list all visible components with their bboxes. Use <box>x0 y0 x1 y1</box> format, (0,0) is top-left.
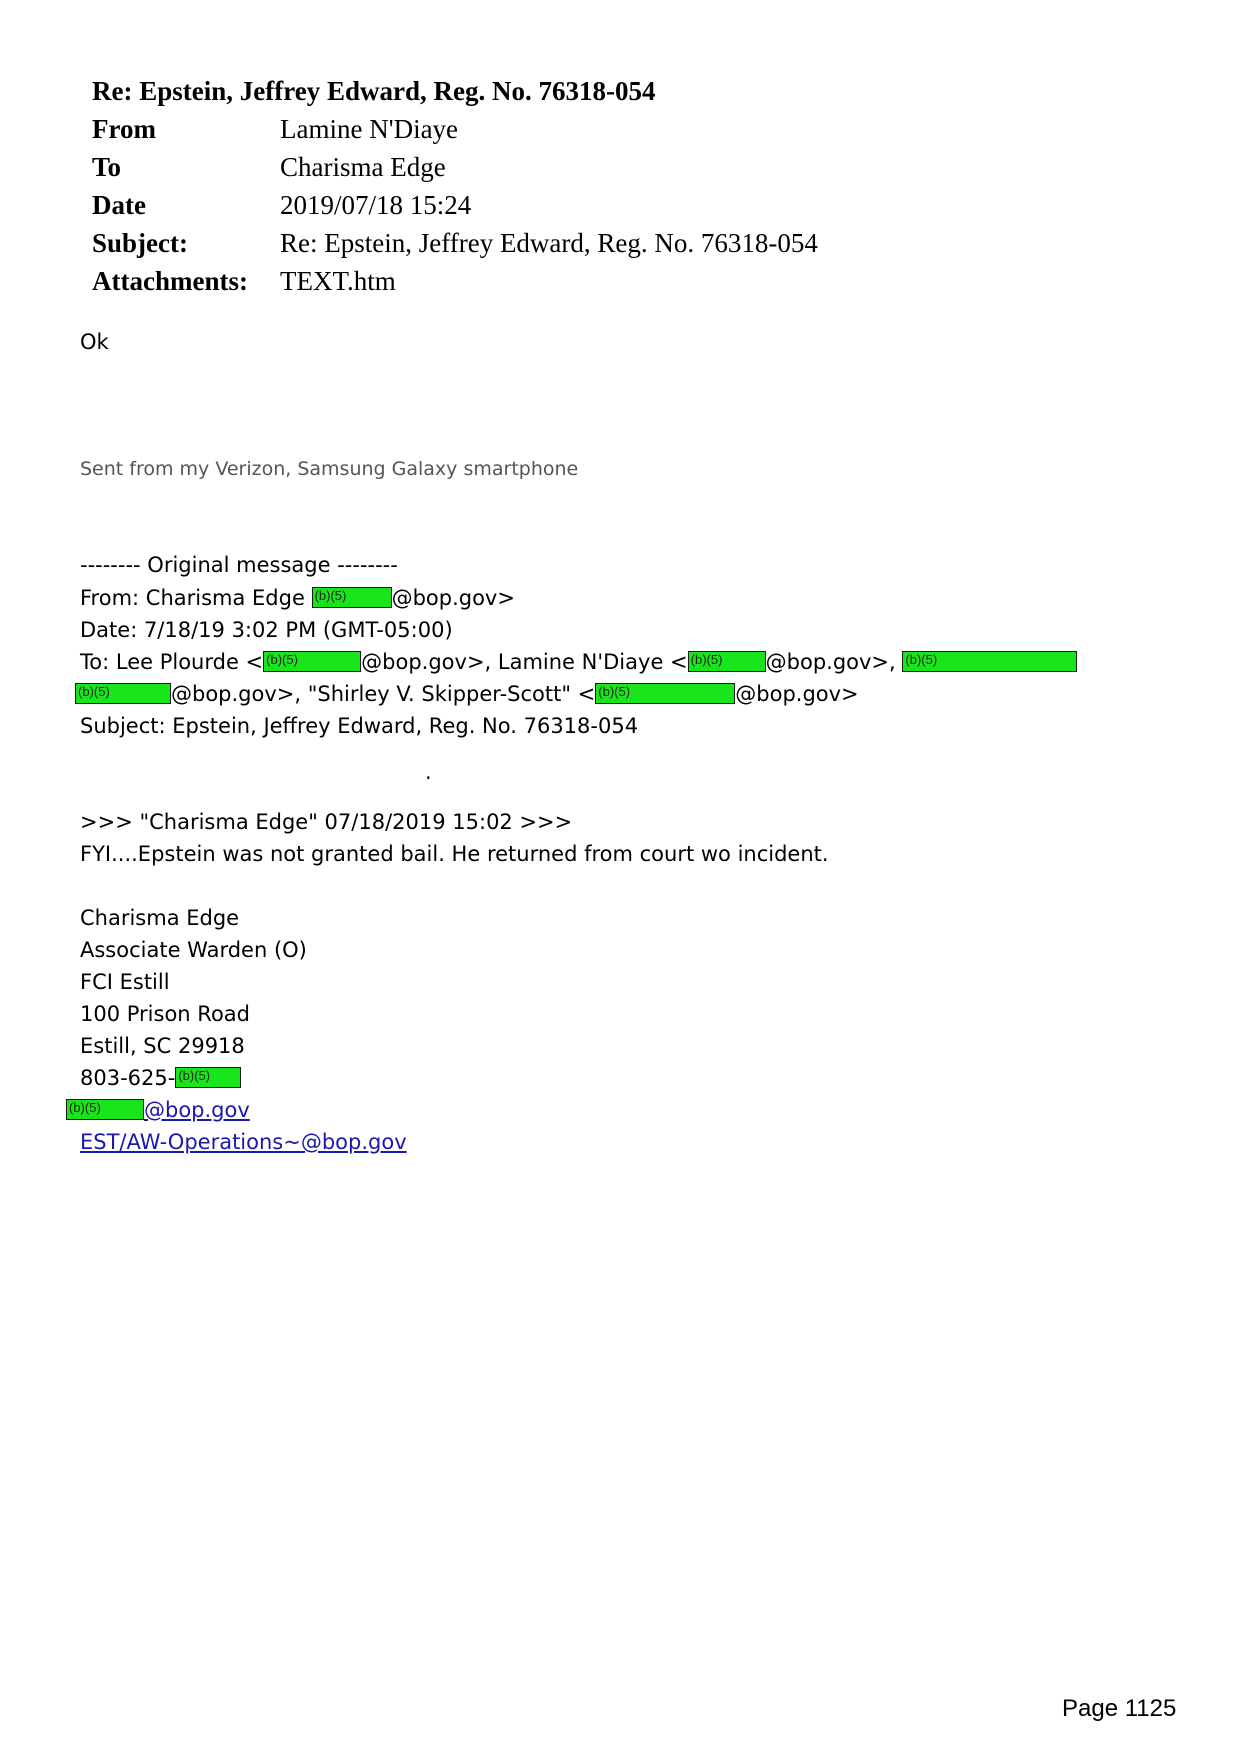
sig-city: Estill, SC 29918 <box>80 1034 245 1058</box>
header-value: 2019/07/18 15:24 <box>280 190 472 220</box>
original-from-line <box>80 582 515 614</box>
redaction-box <box>175 1067 241 1088</box>
email-header <box>92 72 818 300</box>
stray-dot: . <box>425 760 432 784</box>
header-value: Re: Epstein, Jeffrey Edward, Reg. No. 76318-054 <box>280 228 818 258</box>
header-subject-row <box>92 224 818 262</box>
redaction-label: (b)(5) <box>598 684 631 699</box>
to-mid: @bop.gov>, <box>765 650 903 674</box>
email-link[interactable]: @bop.gov <box>144 1098 250 1122</box>
header-value: Charisma Edge <box>280 152 446 182</box>
header-date-row <box>92 186 818 224</box>
sig-org: FCI Estill <box>80 970 170 994</box>
redaction-box <box>595 683 735 704</box>
header-from-row <box>92 110 818 148</box>
sig-title: Associate Warden (O) <box>80 938 307 962</box>
sig-group-email <box>80 1126 407 1158</box>
redaction-label: (b)(5) <box>690 652 723 667</box>
email-title: Re: Epstein, Jeffrey Edward, Reg. No. 76318-054 <box>92 76 656 106</box>
quote-header: >>> "Charisma Edge" 07/18/2019 15:02 >>> <box>80 810 573 834</box>
to-prefix: To: Lee Plourde < <box>80 650 264 674</box>
page-number: Page 1125 <box>1062 1695 1177 1722</box>
mobile-signature: Sent from my Verizon, Samsung Galaxy smartphone <box>80 458 579 480</box>
sig-phone <box>80 1062 241 1094</box>
original-to-line <box>80 646 1077 678</box>
header-label: To <box>92 152 122 182</box>
redaction-label: (b)(5) <box>266 652 298 667</box>
header-label: Attachments: <box>92 266 248 296</box>
reply-text: Ok <box>80 330 109 354</box>
redaction-label: (b)(5) <box>69 1100 101 1115</box>
original-subject-line: Subject: Epstein, Jeffrey Edward, Reg. No. 76318-054 <box>80 714 639 738</box>
redaction-box <box>688 651 766 672</box>
to-mid: @bop.gov>, Lamine N'Diaye < <box>361 650 688 674</box>
redaction-box <box>263 651 361 672</box>
phone-prefix: 803-625- <box>80 1066 176 1090</box>
header-label: Subject: <box>92 228 188 258</box>
original-message-separator: -------- Original message -------- <box>80 553 398 577</box>
redaction-box <box>312 587 392 608</box>
sig-street: 100 Prison Road <box>80 1002 250 1026</box>
redaction-box <box>902 651 1077 672</box>
header-label: Date <box>92 190 146 220</box>
original-message-text: FYI....Epstein was not granted bail. He returned from court wo incident. <box>80 842 829 866</box>
sig-email <box>66 1094 250 1126</box>
header-attachments-row <box>92 262 818 300</box>
original-to-line-continued <box>75 678 859 710</box>
redaction-box <box>75 683 171 704</box>
redaction-label: (b)(5) <box>78 684 110 699</box>
redaction-label: (b)(5) <box>178 1068 211 1083</box>
cc-mid: @bop.gov>, "Shirley V. Skipper-Scott" < <box>171 682 596 706</box>
from-prefix: From: Charisma Edge <box>80 586 312 610</box>
sig-name: Charisma Edge <box>80 906 240 930</box>
redaction-label: (b)(5) <box>314 588 347 603</box>
header-to-row <box>92 148 818 186</box>
group-email-link[interactable]: EST/AW-Operations~@bop.gov <box>80 1130 407 1154</box>
redaction-label: (b)(5) <box>905 652 938 667</box>
cc-end: @bop.gov> <box>735 682 859 706</box>
header-value: TEXT.htm <box>280 266 396 296</box>
header-label: From <box>92 114 156 144</box>
redaction-box <box>66 1099 144 1120</box>
original-date-line: Date: 7/18/19 3:02 PM (GMT-05:00) <box>80 618 453 642</box>
from-suffix: @bop.gov> <box>391 586 515 610</box>
header-value: Lamine N'Diaye <box>280 114 459 144</box>
